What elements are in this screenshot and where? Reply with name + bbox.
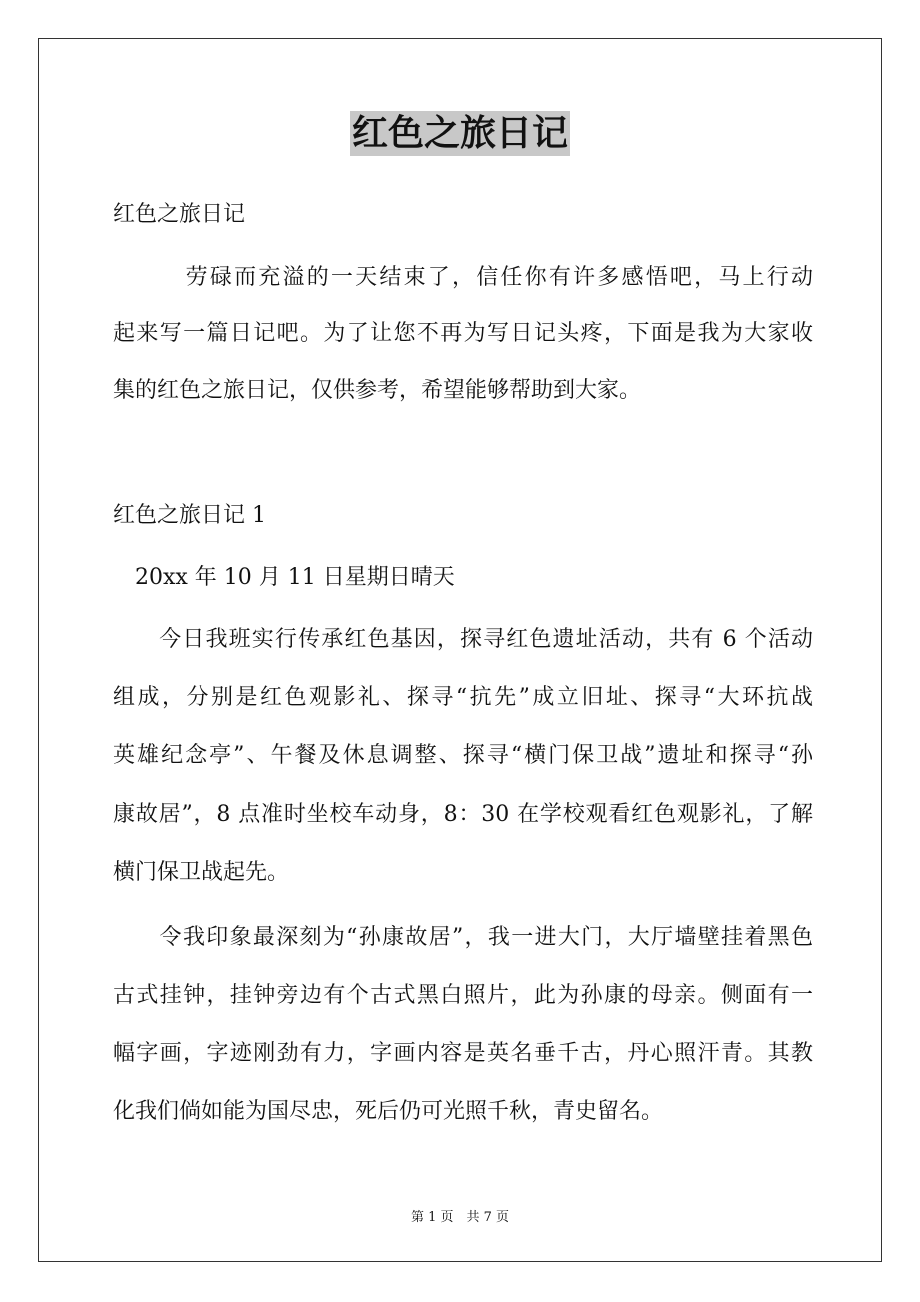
para1-line: 英雄纪念亭”、午餐及休息调整、探寻“横门保卫战”遗址和探寻“孙: [113, 743, 813, 768]
para1-line: 组成，分别是红色观影礼、探寻“抗先”成立旧址、探寻“大环抗战: [113, 685, 813, 710]
intro-line: 劳碌而充溢的一天结束了，信任你有许多感悟吧，马上行动: [113, 265, 813, 290]
para2-line: 古式挂钟，挂钟旁边有个古式黑白照片，此为孙康的母亲。侧面有一: [113, 983, 813, 1008]
para2-line: 幅字画，字迹刚劲有力，字画内容是英名垂千古，丹心照汗青。其教: [113, 1041, 813, 1066]
intro-line: 起来写一篇日记吧。为了让您不再为写日记头疼，下面是我为大家收: [113, 321, 813, 346]
section-heading: 红色之旅日记 1: [113, 503, 266, 528]
document-title: 红色之旅日记: [351, 113, 568, 154]
para1-line: 横门保卫战起先。: [113, 860, 290, 885]
intro-line: 集的红色之旅日记，仅供参考，希望能够帮助到大家。: [113, 378, 642, 403]
para2-line: 化我们倘如能为国尽忠，死后仍可光照千秋，青史留名。: [113, 1099, 664, 1124]
page-footer: 第 1 页 共 7 页: [410, 1210, 510, 1225]
para2-line: 令我印象最深刻为“孙康故居”，我一进大门，大厅墙壁挂着黑色: [113, 925, 813, 950]
document-title-wrap: [0, 112, 920, 156]
para1-line: 今日我班实行传承红色基因，探寻红色遗址活动，共有 6 个活动: [113, 627, 813, 652]
subtitle: 红色之旅日记: [113, 202, 246, 227]
para1-line: 康故居”，8 点准时坐校车动身，8：30 在学校观看红色观影礼，了解: [113, 802, 813, 827]
date-line: 20xx 年 10 月 11 日星期日晴天: [113, 565, 455, 590]
